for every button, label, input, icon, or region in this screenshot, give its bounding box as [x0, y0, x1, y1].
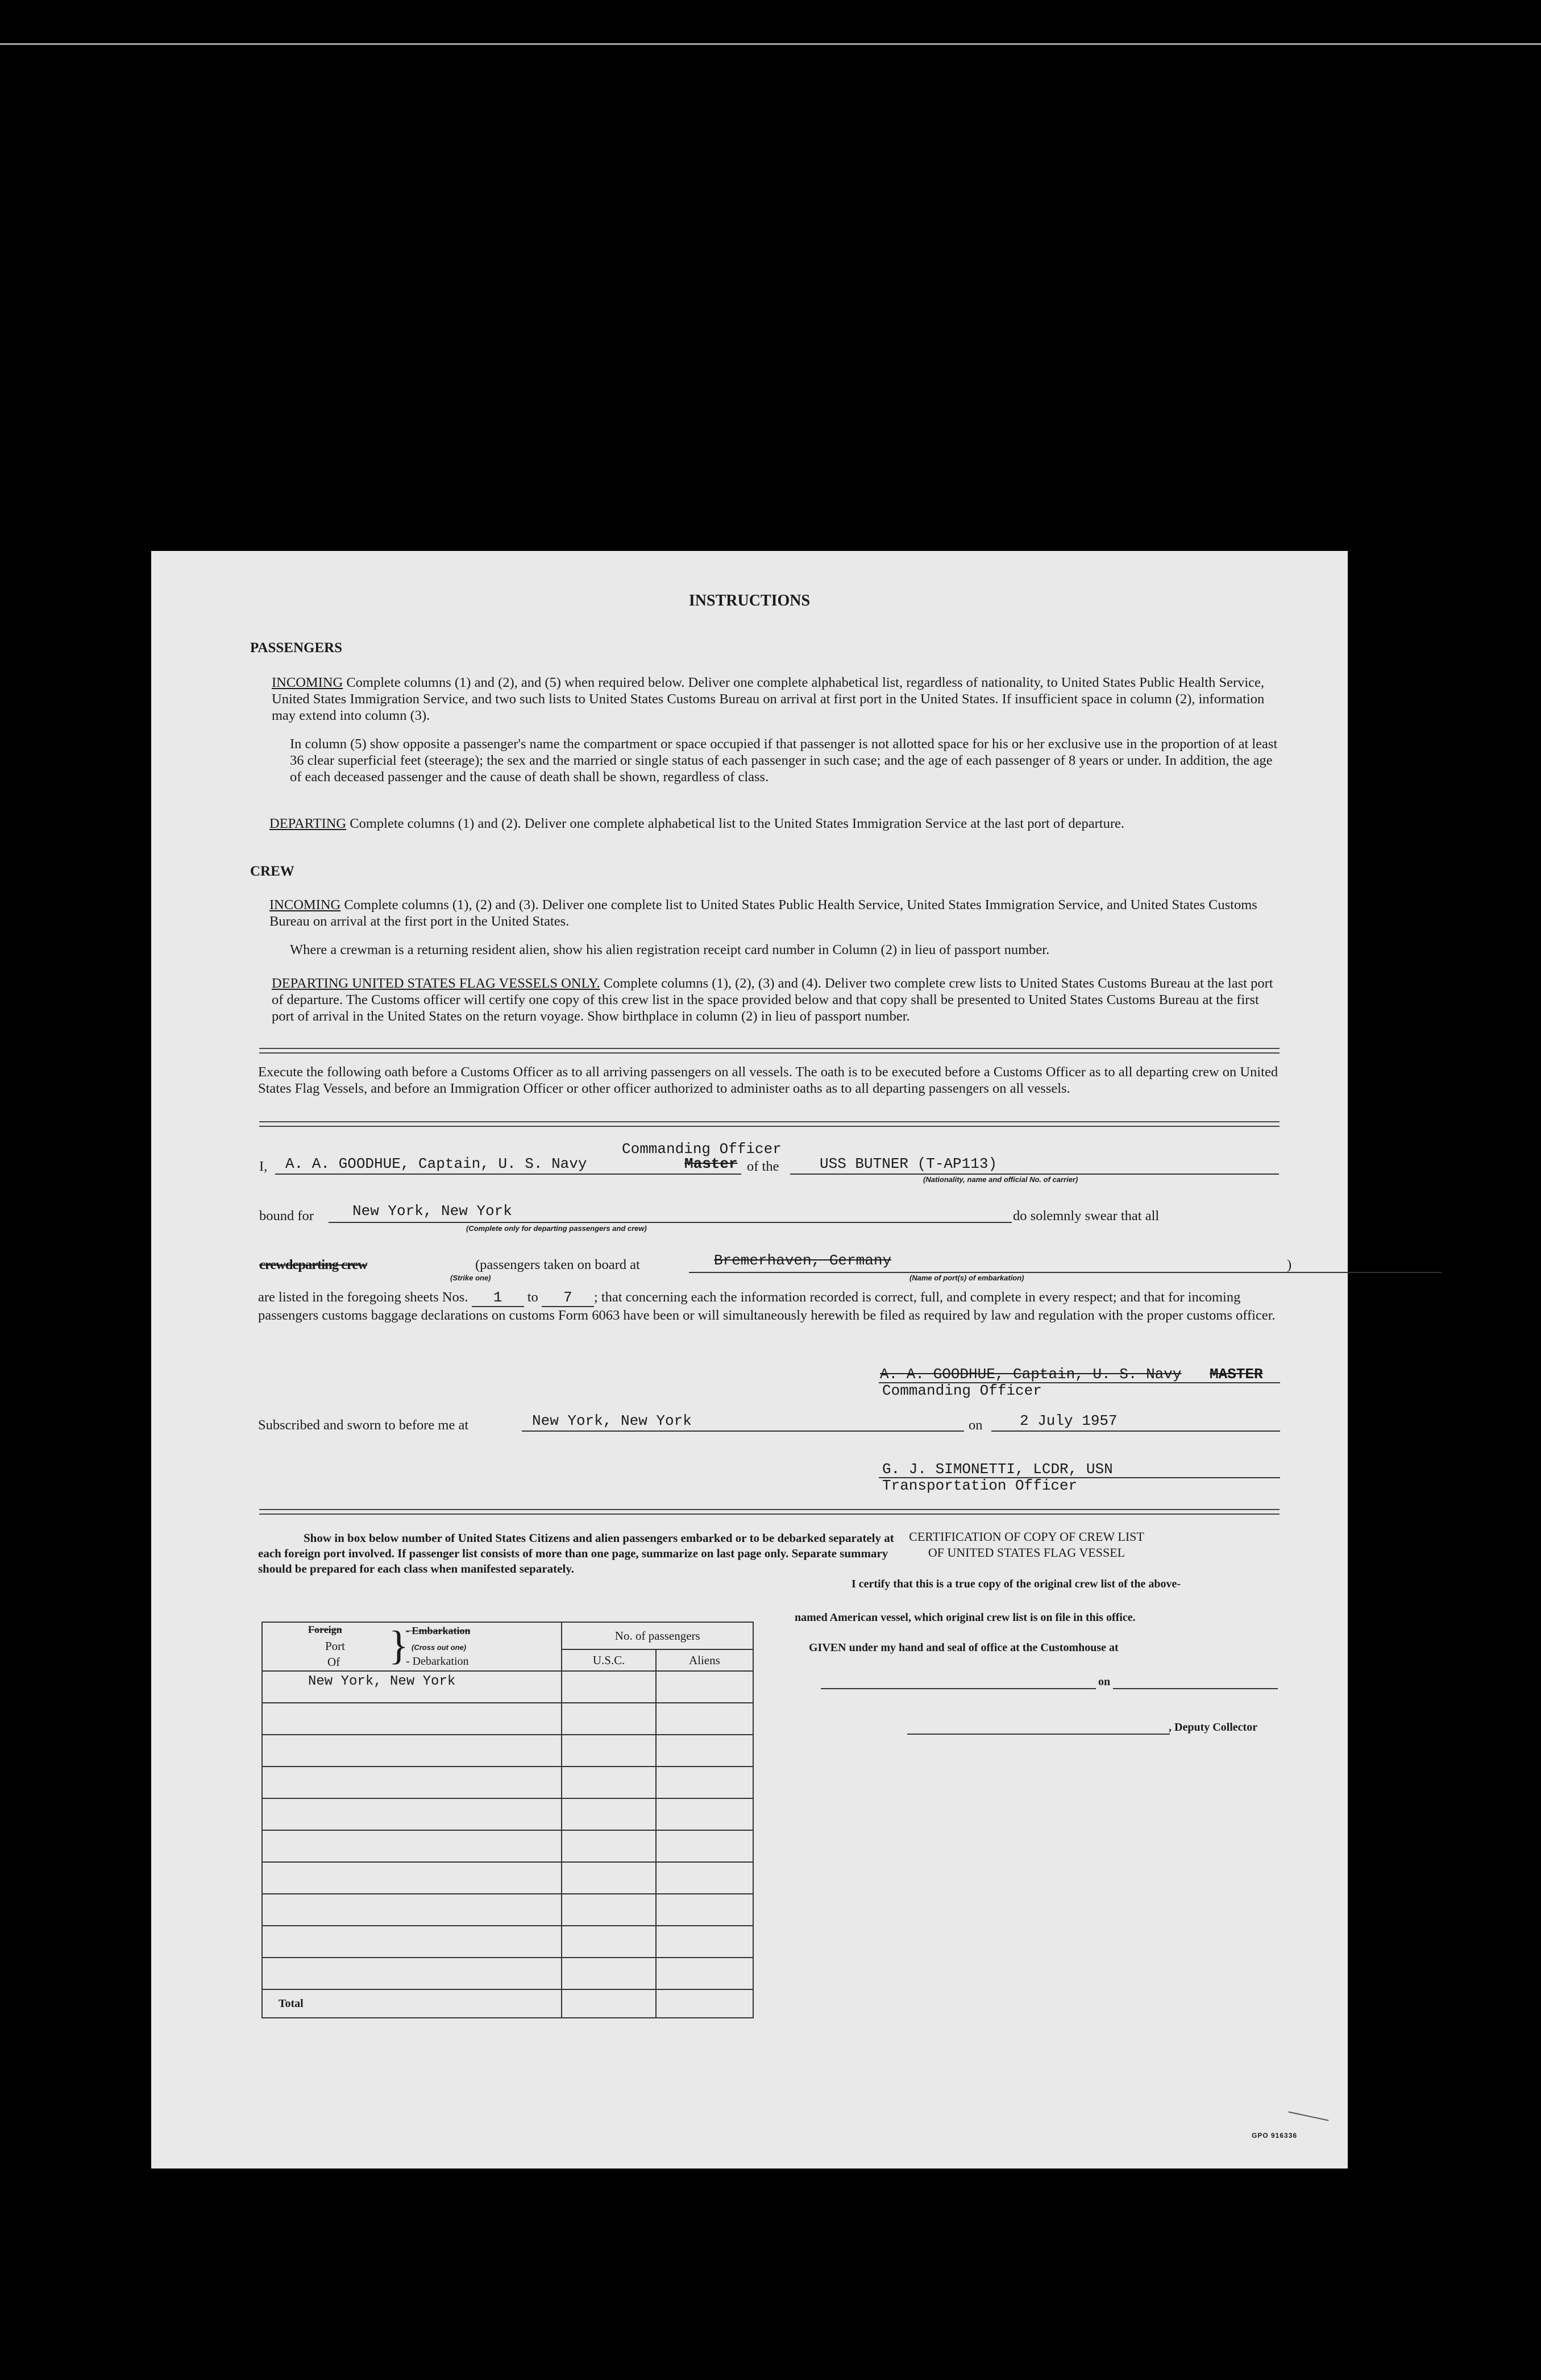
hdr-port: Port: [325, 1639, 346, 1653]
sheet-from: 1: [472, 1289, 524, 1307]
customhouse-line: [821, 1688, 1096, 1689]
aliens-cell: [656, 1735, 753, 1767]
hdr-debarkation: - Debarkation: [406, 1655, 469, 1668]
passengers-column5-paragraph: In column (5) show opposite a passenger's name the compartment or space occupied if that passenger is not allotted space for his or her exclusive use in the proportion of at least 36 clear superficial feet (steerage); the sex and the married or single status of each passenger in such case; and the age of each passenger of 8 years or under. In addition, the age of each deceased passenger and the cause of death shall be shown, regardless of class.: [290, 736, 1278, 785]
usc-cell: [562, 1703, 655, 1735]
officer2-title: Transportation Officer: [882, 1477, 1078, 1494]
aliens-cell: [656, 1958, 753, 1989]
passengers-incoming-paragraph: [272, 674, 1278, 724]
port-cell: [262, 1926, 562, 1958]
port-cell: [262, 1703, 562, 1735]
struck-crew-options: crewdeparting crew: [259, 1257, 367, 1272]
embark-line: [689, 1272, 1442, 1273]
port-cell: [262, 1958, 562, 1989]
total-label: Total: [262, 1989, 562, 2018]
bound-for-caption: (Complete only for departing passengers and crew): [466, 1224, 647, 1233]
corner-mark: [1289, 2112, 1329, 2121]
brace-icon: }: [389, 1623, 409, 1668]
certification-on-label: on: [1098, 1676, 1111, 1688]
section-divider: [259, 1048, 1280, 1054]
to-label: to: [527, 1289, 538, 1305]
aliens-cell: [656, 1894, 753, 1926]
usc-cell: [562, 1894, 655, 1926]
aliens-cell: [656, 1926, 753, 1958]
signature-title: Commanding Officer: [882, 1382, 1042, 1399]
hdr-foreign: Foreign: [308, 1624, 342, 1635]
crew-flag-label: DEPARTING UNITED STATES FLAG VESSELS ONLY.: [272, 976, 600, 991]
subscribed-label: Subscribed and sworn to before me at: [258, 1417, 469, 1433]
port-cell: [262, 1862, 562, 1894]
port-cell: [262, 1798, 562, 1830]
sheet-to: 7: [542, 1289, 594, 1307]
crew-incoming-label: INCOMING: [269, 897, 341, 913]
signature-struck-master: MASTER: [1210, 1366, 1263, 1383]
vessel-line: [790, 1174, 1279, 1175]
no-passengers-header: No. of passengers: [562, 1622, 753, 1649]
sworn-date: 2 July 1957: [1020, 1412, 1118, 1429]
usc-total-cell: [562, 1989, 655, 2018]
port-header-cell: [262, 1622, 562, 1671]
close-paren: ): [1287, 1257, 1292, 1272]
crew-resident-paragraph: Where a crewman is a returning resident alien, show his alien registration receipt card number in Column (2) in lieu of passport number.: [290, 942, 1050, 957]
oath-intro: Execute the following oath before a Customs Officer as to all arriving passengers on all vessels. The oath is to be executed before a Customs Officer as to all departing crew on United States Flag Vessels, and before an Immigration Officer or other officer authorized to administer oaths as to all departing passengers on all vessels.: [258, 1064, 1278, 1096]
usc-cell: [562, 1862, 655, 1894]
aliens-cell: [656, 1862, 753, 1894]
embark-caption: (Name of port(s) of embarkation): [909, 1274, 1024, 1282]
crew-flag-text: Complete columns (1), (2), (3) and (4). Deliver two complete crew lists to United States Customs Bureau at the last port of departure. The Customs officer will certify one copy of this crew list in the space provided below and that copy shall be presented to United States Customs Bureau at the first port of arrival in the United States on the return voyage. Show birthplace in column (2) in lieu of passport number.: [272, 976, 1273, 1024]
aliens-cell: [656, 1671, 753, 1703]
section-divider: [259, 1509, 1280, 1515]
listed-text: are listed in the foregoing sheets Nos.: [258, 1289, 468, 1305]
strike-one-caption: (Strike one): [450, 1274, 491, 1282]
usc-cell: [562, 1671, 655, 1703]
passenger-summary-table: [261, 1622, 754, 2018]
master-struck: Master: [684, 1155, 738, 1172]
on-label: on: [969, 1417, 983, 1433]
certification-title-1: CERTIFICATION OF COPY OF CREW LIST: [909, 1529, 1144, 1544]
usc-cell: [562, 1926, 655, 1958]
port-cell: [262, 1830, 562, 1862]
scan-border-line: [0, 43, 1541, 45]
aliens-cell: [656, 1830, 753, 1862]
sworn-place-line: [522, 1431, 964, 1432]
usc-header: U.S.C.: [562, 1649, 655, 1671]
passengers-taken-text: (passengers taken on board at: [475, 1257, 640, 1272]
crew-incoming-text: Complete columns (1), (2) and (3). Deliver one complete list to United States Public Health Service, United States Immigration Service, and United States Customs Bureau on arrival at the first port in the United States.: [269, 897, 1257, 929]
table-row: [262, 1735, 753, 1767]
table-row: [262, 1862, 753, 1894]
certify-text: ; that concerning each the information recorded is correct, full, and complete in every respect; and that for incoming passengers customs baggage declarations on customs Form 6063 have been or will simultaneously herewith be filed as required by law and regulation with the proper customs officer.: [258, 1289, 1276, 1323]
crew-flag-paragraph: [272, 975, 1278, 1025]
passengers-incoming-label: INCOMING: [272, 675, 343, 690]
embark-port: Bremerhaven, Germany: [714, 1252, 892, 1269]
usc-cell: [562, 1767, 655, 1798]
table-row: [262, 1671, 753, 1703]
aliens-total-cell: [656, 1989, 753, 2018]
certification-date-line: [1113, 1688, 1278, 1689]
usc-cell: [562, 1830, 655, 1862]
bound-for-label: bound for: [259, 1208, 314, 1224]
table-row: [262, 1894, 753, 1926]
table-row: [262, 1830, 753, 1862]
bound-for-line: [329, 1222, 1012, 1223]
aliens-cell: [656, 1767, 753, 1798]
port-cell: [262, 1767, 562, 1798]
bound-for-value: New York, New York: [352, 1203, 512, 1220]
usc-cell: [562, 1958, 655, 1989]
certification-text-1: I certify that this is a true copy of the original crew list of the above-: [852, 1578, 1181, 1590]
signature-name: A. A. GOODHUE, Captain, U. S. Navy: [880, 1366, 1182, 1383]
title-above-master: Commanding Officer: [622, 1141, 782, 1158]
crew-incoming-paragraph: [269, 897, 1278, 930]
passengers-departing-label: DEPARTING: [269, 816, 347, 831]
officer-name: A. A. GOODHUE, Captain, U. S. Navy: [285, 1155, 587, 1172]
vessel-caption: (Nationality, name and official No. of carrier): [923, 1175, 1078, 1184]
listed-paragraph: [258, 1289, 1280, 1324]
hdr-of: Of: [327, 1655, 340, 1669]
footer-code: GPO 916336: [1252, 2132, 1298, 2139]
vessel-name: USS BUTNER (T-AP113): [820, 1155, 998, 1172]
table-row: [262, 1767, 753, 1798]
usc-cell: [562, 1798, 655, 1830]
certification-text-3: GIVEN under my hand and seal of office at the Customhouse at: [809, 1641, 1119, 1654]
hdr-cross-out: (Cross out one): [412, 1643, 467, 1652]
certification-title-2: OF UNITED STATES FLAG VESSEL: [928, 1545, 1125, 1560]
document-page: [151, 551, 1348, 2168]
port-cell: [262, 1735, 562, 1767]
sworn-place: New York, New York: [532, 1412, 692, 1429]
total-row: [262, 1989, 753, 2018]
passengers-heading: PASSENGERS: [250, 640, 343, 656]
aliens-cell: [656, 1703, 753, 1735]
port-cell: New York, New York: [262, 1671, 562, 1703]
certification-text-2: named American vessel, which original crew list is on file in this office.: [795, 1611, 1136, 1624]
table-row: [262, 1798, 753, 1830]
table-row: [262, 1926, 753, 1958]
usc-cell: [562, 1735, 655, 1767]
table-row: [262, 1703, 753, 1735]
deputy-line: [907, 1734, 1170, 1735]
swear-text: do solemnly swear that all: [1013, 1208, 1160, 1224]
table-row: [262, 1958, 753, 1989]
passengers-departing-paragraph: [269, 815, 1278, 832]
officer2-name: G. J. SIMONETTI, LCDR, USN: [882, 1461, 1113, 1478]
passengers-incoming-text: Complete columns (1) and (2), and (5) when required below. Deliver one complete alphabetical list, regardless of nationality, to United States Public Health Service, United States Immigration Service, and two such lists to United States Customs Bureau on arrival at first port in the United States. If insufficient space in column (2), information may extend into column (3).: [272, 675, 1265, 723]
of-the-label: of the: [747, 1159, 779, 1174]
section-divider: [259, 1121, 1280, 1127]
passengers-departing-text: Complete columns (1) and (2). Deliver one complete alphabetical list to the United States Immigration Service at the last port of departure.: [346, 816, 1124, 831]
aliens-cell: [656, 1798, 753, 1830]
box-instructions: Show in box below number of United States Citizens and alien passengers embarked or to be debarked separately at each foreign port involved. If passenger list consists of more than one page, summarize on last page only. Separate summary should be prepared for each class when manifested separately.: [258, 1531, 894, 1575]
sworn-date-line: [991, 1431, 1280, 1432]
deputy-collector-label: , Deputy Collector: [1169, 1721, 1258, 1734]
name-line: [275, 1174, 741, 1175]
crew-heading: CREW: [250, 864, 294, 879]
aliens-header: Aliens: [656, 1649, 753, 1671]
hdr-embarkation: - Embarkation: [406, 1625, 471, 1636]
port-cell: [262, 1894, 562, 1926]
oath-i-label: I,: [259, 1159, 268, 1174]
page-title: INSTRUCTIONS: [688, 592, 811, 609]
